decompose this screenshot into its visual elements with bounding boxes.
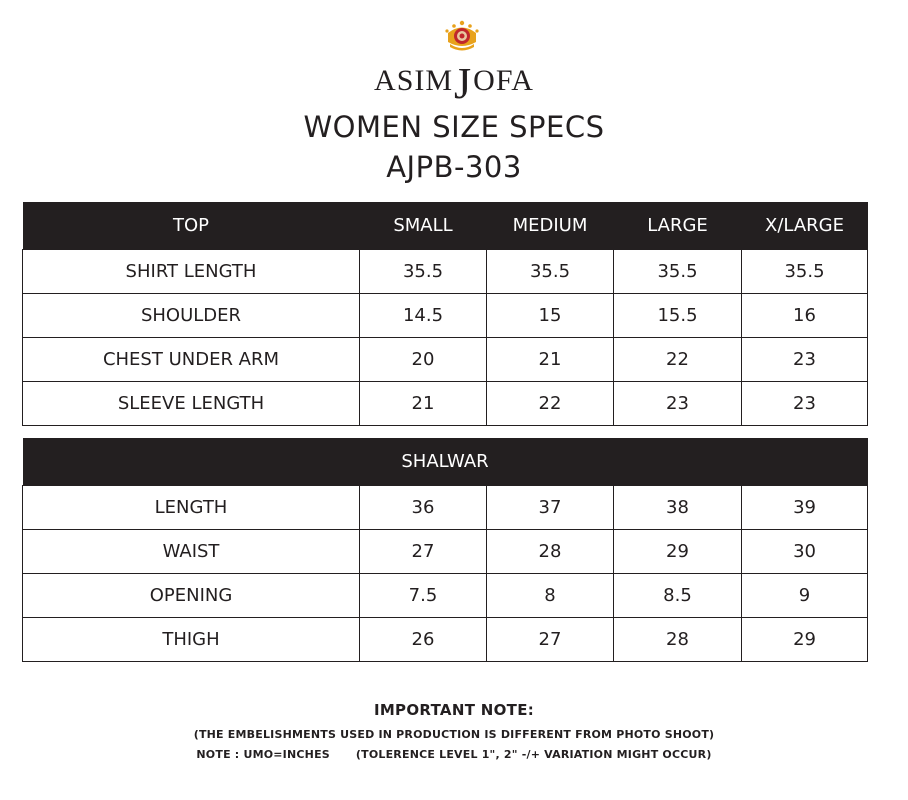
column-header-medium: MEDIUM bbox=[487, 202, 614, 250]
table-row bbox=[23, 250, 868, 294]
important-note-heading: IMPORTANT NOTE: bbox=[373, 701, 535, 719]
note-units-tolerance bbox=[0, 748, 908, 761]
note-units: NOTE : UMO=INCHES bbox=[196, 748, 330, 761]
table-row bbox=[23, 382, 868, 426]
table-cell: 22 bbox=[487, 382, 614, 426]
table-cell: 23 bbox=[742, 382, 868, 426]
note-tolerance: (TOLERENCE LEVEL 1", 2" -/+ VARIATION MIGHT OCCUR) bbox=[355, 748, 712, 761]
table-cell: 9 bbox=[742, 574, 868, 618]
measurement-label: SLEEVE LENGTH bbox=[23, 382, 360, 426]
measurement-label: WAIST bbox=[23, 530, 360, 574]
table-cell: 35.5 bbox=[742, 250, 868, 294]
column-header-xlarge: X/LARGE bbox=[742, 202, 868, 250]
table-cell: 22 bbox=[614, 338, 742, 382]
table-cell: 15 bbox=[487, 294, 614, 338]
table-cell: 37 bbox=[487, 486, 614, 530]
shalwar-size-table bbox=[22, 438, 868, 662]
measurement-label: SHOULDER bbox=[23, 294, 360, 338]
table-cell: 16 bbox=[742, 294, 868, 338]
table-row bbox=[23, 294, 868, 338]
table-cell: 20 bbox=[360, 338, 487, 382]
top-size-table bbox=[22, 202, 868, 426]
table-cell: 30 bbox=[742, 530, 868, 574]
measurement-label: SHIRT LENGTH bbox=[23, 250, 360, 294]
crown-crest-icon bbox=[442, 20, 482, 52]
brand-logo bbox=[0, 50, 908, 108]
table-cell: 28 bbox=[487, 530, 614, 574]
table-cell: 14.5 bbox=[360, 294, 487, 338]
brand-logo-j: J bbox=[454, 59, 473, 108]
table-row bbox=[23, 486, 868, 530]
table-cell: 21 bbox=[487, 338, 614, 382]
note-embellishments: (THE EMBELISHMENTS USED IN PRODUCTION IS DIFFERENT FROM PHOTO SHOOT) bbox=[193, 728, 715, 741]
table-cell: 21 bbox=[360, 382, 487, 426]
brand-logo-right: OFA bbox=[473, 64, 534, 97]
table-cell: 8.5 bbox=[614, 574, 742, 618]
table-cell: 29 bbox=[614, 530, 742, 574]
section-header-shalwar: SHALWAR bbox=[23, 438, 868, 486]
table-header-row bbox=[23, 202, 868, 250]
table-row bbox=[23, 574, 868, 618]
table-cell: 28 bbox=[614, 618, 742, 662]
table-cell: 23 bbox=[742, 338, 868, 382]
table-cell: 27 bbox=[360, 530, 487, 574]
table-cell: 23 bbox=[614, 382, 742, 426]
table-cell: 29 bbox=[742, 618, 868, 662]
table-cell: 35.5 bbox=[360, 250, 487, 294]
table-header-row bbox=[23, 438, 868, 486]
table-cell: 35.5 bbox=[614, 250, 742, 294]
column-header-small: SMALL bbox=[360, 202, 487, 250]
column-header-top: TOP bbox=[23, 202, 360, 250]
table-cell: 26 bbox=[360, 618, 487, 662]
table-cell: 38 bbox=[614, 486, 742, 530]
table-row bbox=[23, 618, 868, 662]
column-header-large: LARGE bbox=[614, 202, 742, 250]
table-cell: 39 bbox=[742, 486, 868, 530]
measurement-label: OPENING bbox=[23, 574, 360, 618]
measurement-label: CHEST UNDER ARM bbox=[23, 338, 360, 382]
measurement-label: THIGH bbox=[23, 618, 360, 662]
measurement-label: LENGTH bbox=[23, 486, 360, 530]
table-cell: 7.5 bbox=[360, 574, 487, 618]
page-title: WOMEN SIZE SPECS bbox=[303, 110, 605, 144]
table-cell: 36 bbox=[360, 486, 487, 530]
product-code: AJPB-303 bbox=[386, 150, 522, 184]
table-cell: 8 bbox=[487, 574, 614, 618]
table-cell: 35.5 bbox=[487, 250, 614, 294]
table-cell: 27 bbox=[487, 618, 614, 662]
table-cell: 15.5 bbox=[614, 294, 742, 338]
table-row bbox=[23, 338, 868, 382]
brand-logo-left: ASIM bbox=[374, 64, 454, 97]
table-row bbox=[23, 530, 868, 574]
